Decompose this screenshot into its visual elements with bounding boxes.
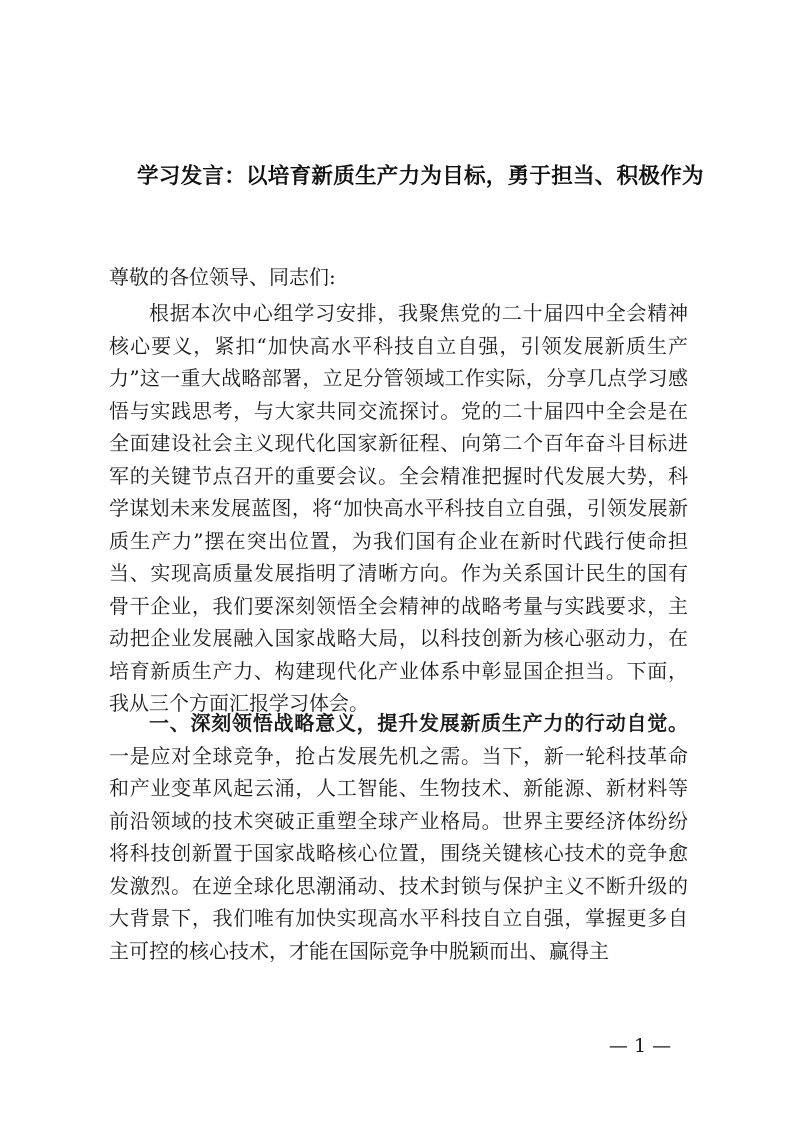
document-title: 学习发言：以培育新质生产力为目标，勇于担当、积极作为	[137, 164, 704, 189]
salutation: 尊敬的各位领导、同志们:	[109, 265, 336, 289]
body-paragraph	[109, 297, 688, 720]
paragraph-text: 根据本次中心组学习安排，我聚焦党的二十届四中全会精神核心要义，紧扣“加快高水平科技自立自强，引领发展新质生产力”这一重大战略部署，立足分管领域工作实际，分享几点学习感悟与实践思考，与大家共同交流探讨。党的二十届四中全会是在全面建设社会主义现代化国家新征程、向第二个百年奋斗目标进军的关键节点召开的重要会议。全会精准把握时代发展大势，科学谋划未来发展蓝图，将“加快高水平科技自立自强，引领发展新质生产力”摆在突出位置，为我们国有企业在新时代践行使命担当、实现高质量发展指明了清晰方向。作为关系国计民生的国有骨干企业，我们要深刻领悟全会精神的战略考量与实践要求，主动把企业发展融入国家战略大局，以科技创新为核心驱动力，在培育新质生产力、构建现代化产业体系中彰显国企担当。下面，我从三个方面汇报学习体会。	[109, 301, 688, 715]
section-heading: 一、深刻领悟战略意义，提升发展新质生产力的行动自觉。	[149, 711, 688, 735]
paragraph-text: 一是应对全球竞争，抢占发展先机之需。当下，新一轮科技革命和产业变革风起云涌，人工智能、生物技术、新能源、新材料等前沿领域的技术突破正重塑全球产业格局。世界主要经济体纷纷将科技创新置于国家战略核心位置，围绕关键核心技术的竞争愈发激烈。在逆全球化思潮涌动、技术封锁与保护主义不断升级的大背景下，我们唯有加快实现高水平科技自立自强，掌握更多自主可控的核心技术，才能在国际竞争中脱颖而出、赢得主	[109, 743, 688, 963]
body-paragraph	[109, 707, 688, 967]
page-number: — 1 —	[608, 1035, 672, 1057]
